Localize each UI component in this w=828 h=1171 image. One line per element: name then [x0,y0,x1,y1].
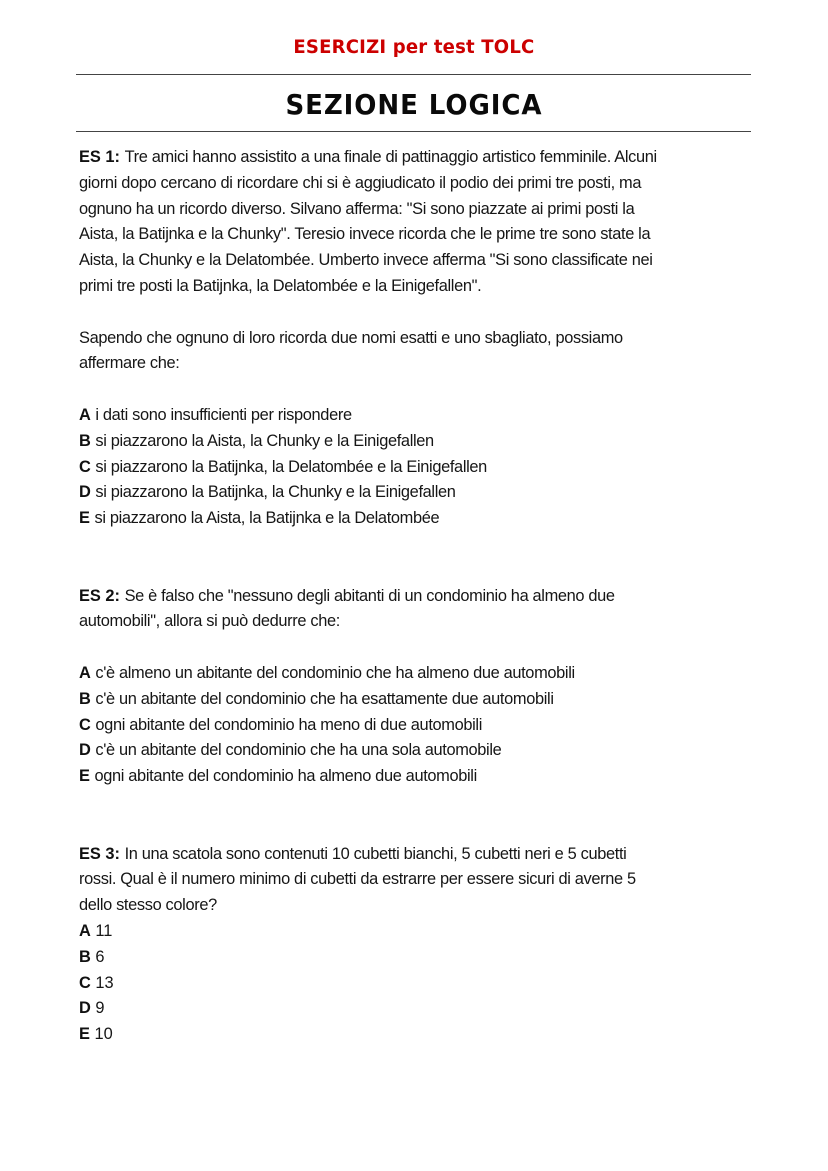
exercise-1-option-b [79,429,759,455]
exercise-3-option-c [79,971,759,997]
option-text: ogni abitante del condominio ha almeno due automobili [94,767,477,786]
exercise-3-option-e [79,1022,759,1048]
exercise-3-question-line: dello stesso colore? [79,896,217,915]
exercise-1-question-line: giorni dopo cercano di ricordare chi si è aggiudicato il podio dei primi tre posti, ma [79,173,642,192]
spacer [79,790,759,842]
exercise-2-question-line: automobili", allora si può dedurre che: [79,612,340,631]
exercise-3-label: ES 3: [79,844,120,863]
option-text: 13 [95,973,114,992]
option-letter: D [79,999,91,1018]
option-text: c'è un abitante del condominio che ha una sola automobile [95,741,502,760]
option-letter: B [79,689,91,708]
spacer [79,635,759,661]
option-text: c'è almeno un abitante del condominio che ha almeno due automobili [95,663,575,682]
option-letter: E [79,1025,90,1044]
exercise-1-question-line: primi tre posti la Batijnka, la Delatombée e la Einigefallen". [79,276,482,295]
option-text: ogni abitante del condominio ha meno di due automobili [95,715,482,734]
option-letter: D [79,741,91,760]
exercise-2-option-d [79,738,759,764]
option-text: si piazzarono la Aista, la Batijnka e la Delatombée [94,509,440,528]
option-letter: A [79,921,91,940]
exercise-3 [79,842,759,1048]
option-text: c'è un abitante del condominio che ha esattamente due automobili [95,689,554,708]
exercise-1-question-line: Aista, la Chunky e la Delatombée. Umberto invece afferma "Si sono classificate nei [79,251,653,270]
option-letter: C [79,973,91,992]
exercise-2-option-a [79,661,759,687]
exercise-1-option-d [79,480,759,506]
option-letter: C [79,457,91,476]
option-text: 9 [95,999,105,1018]
option-letter: B [79,947,91,966]
exercise-1-followup-line: affermare che: [79,354,180,373]
exercise-3-question-line: ES 3: In una scatola sono contenuti 10 cubetti bianchi, 5 cubetti neri e 5 cubetti [79,844,627,863]
option-letter: E [79,767,90,786]
exercise-2-option-e [79,764,759,790]
exercise-1-question-line: ES 1: Tre amici hanno assistito a una finale di pattinaggio artistico femminile. Alcuni [79,148,657,166]
document-header-title: ESERCIZI per test TOLC [293,36,535,58]
option-text: si piazzarono la Batijnka, la Delatombée e la Einigefallen [95,457,487,476]
option-letter: E [79,509,90,528]
option-letter: C [79,715,91,734]
option-text: i dati sono insufficienti per rispondere [95,405,352,424]
spacer [79,377,759,403]
exercise-2-label: ES 2: [79,586,120,605]
spacer [79,300,759,326]
exercise-2-option-c [79,713,759,739]
option-text: 6 [95,947,105,966]
option-letter: D [79,483,91,502]
exercise-content [79,145,759,1048]
exercise-1-option-e [79,506,759,532]
option-text: 10 [94,1025,113,1044]
exercise-2-question-line: ES 2: Se è falso che "nessuno degli abitanti di un condominio ha almeno due [79,586,615,605]
exercise-3-option-a [79,919,759,945]
exercise-1-followup-line: Sapendo che ognuno di loro ricorda due nomi esatti e uno sbagliato, possiamo [79,328,623,347]
exercise-3-option-d [79,996,759,1022]
exercise-1 [79,145,759,532]
exercise-1-question-line: Aista, la Batijnka e la Chunky". Teresio invece ricorda che le prime tre sono state la [79,225,651,244]
option-text: si piazzarono la Aista, la Chunky e la Einigefallen [95,431,434,450]
exercise-1-question-line: ognuno ha un ricordo diverso. Silvano afferma: "Si sono piazzate ai primi posti la [79,199,635,218]
exercise-1-label: ES 1: [79,148,120,166]
exercise-2-option-b [79,687,759,713]
option-letter: A [79,405,91,424]
option-letter: B [79,431,91,450]
exercise-3-option-b [79,945,759,971]
exercise-1-option-c [79,455,759,481]
header-divider-bottom [76,131,751,132]
option-letter: A [79,663,91,682]
exercise-2 [79,584,759,790]
section-title: SEZIONE LOGICA [285,88,543,121]
exercise-1-option-a [79,403,759,429]
header-divider-top [76,74,751,75]
exercise-3-question-line: rossi. Qual è il numero minimo di cubetti da estrarre per essere sicuri di averne 5 [79,870,636,889]
spacer [79,532,759,584]
option-text: 11 [95,921,113,940]
option-text: si piazzarono la Batijnka, la Chunky e la Einigefallen [95,483,456,502]
